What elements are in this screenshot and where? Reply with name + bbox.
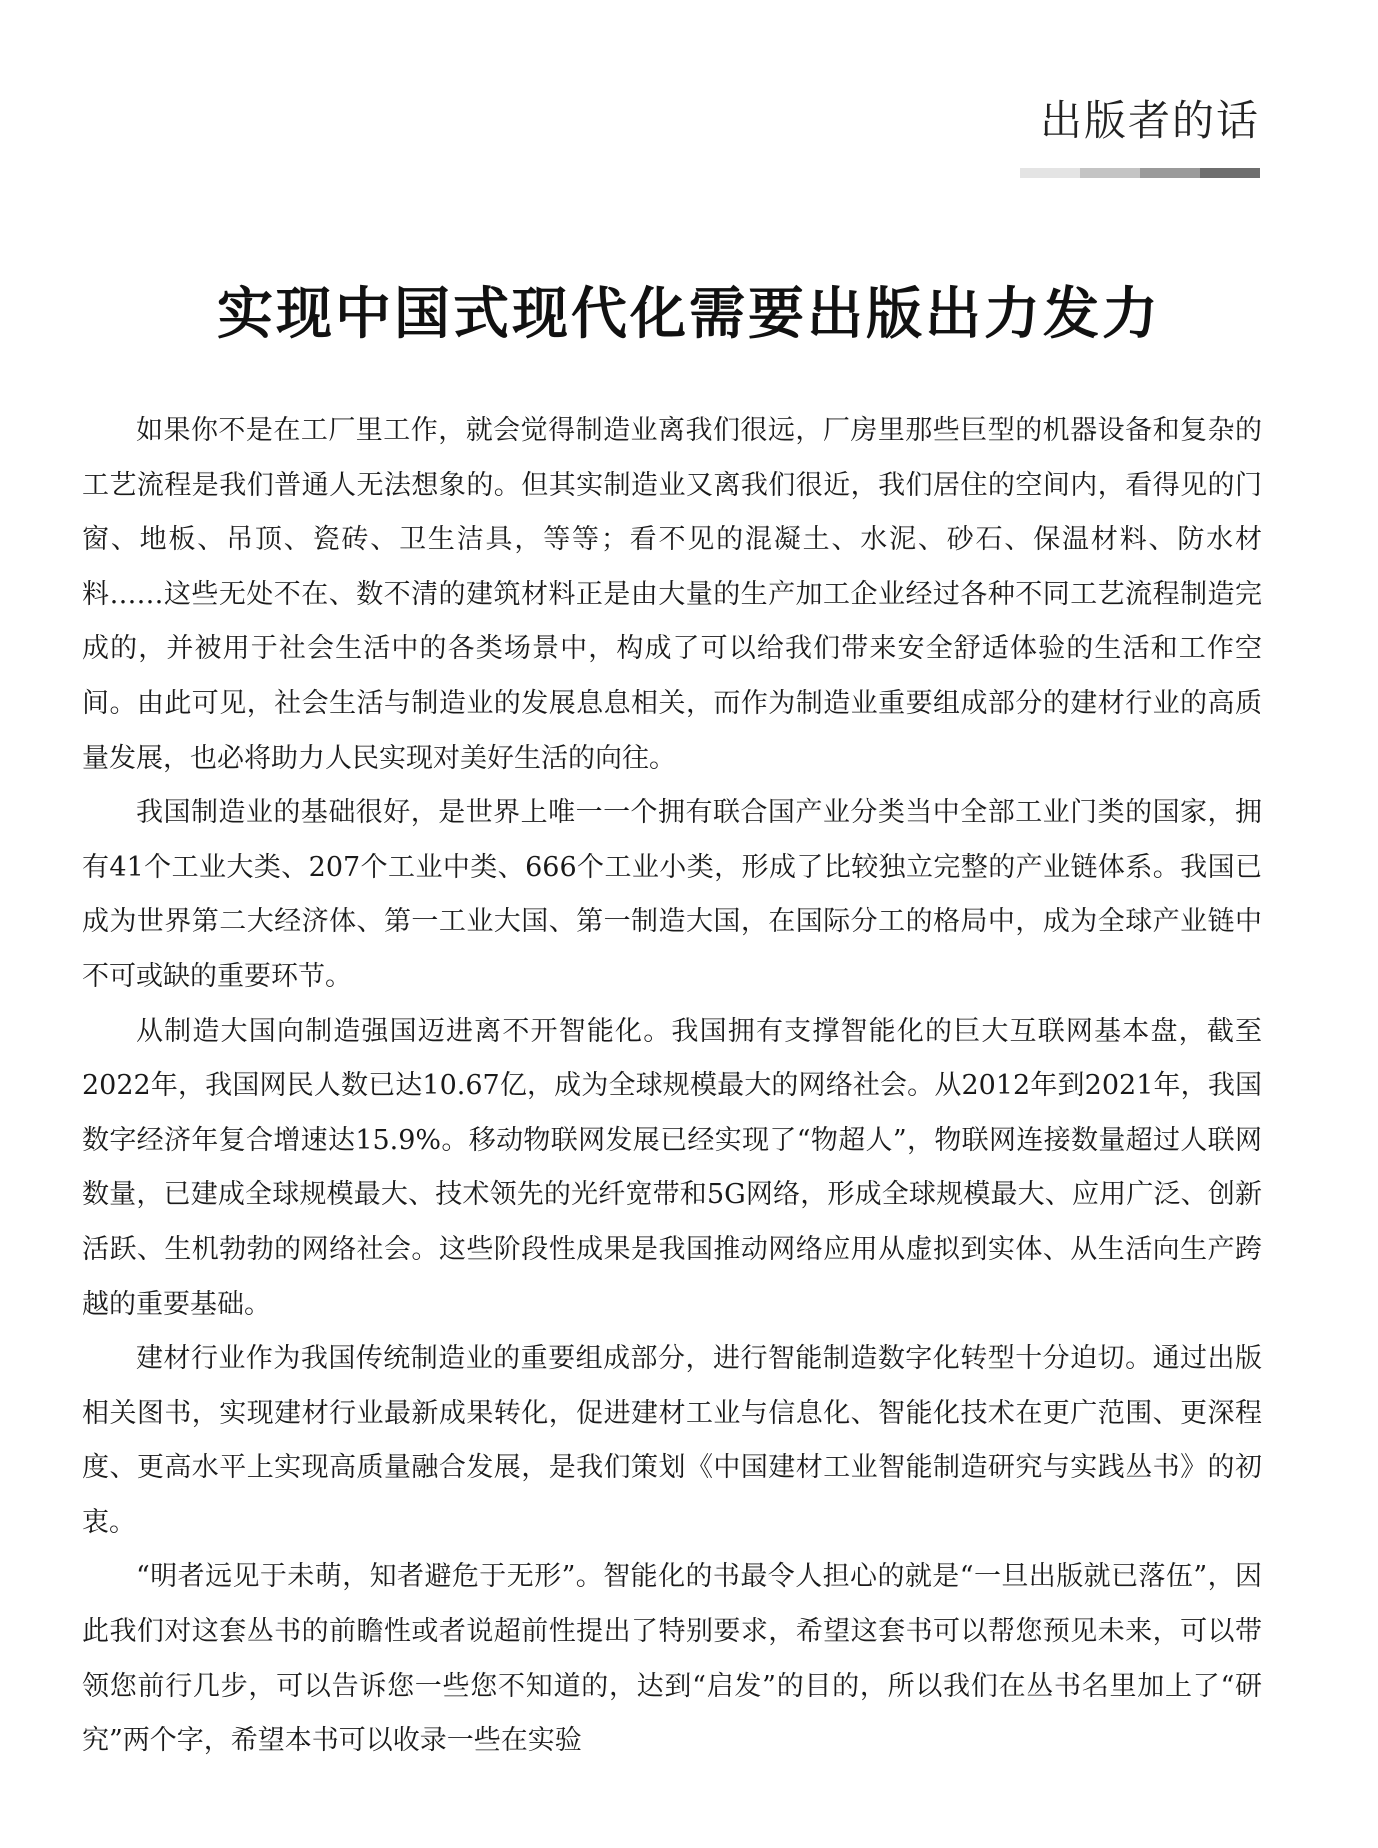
paragraph: “明者远见于未萌，知者避危于无形”。智能化的书最令人担心的就是“一旦出版就已落伍”，因此我们对这套丛书的前瞻性或者说超前性提出了特别要求，希望这套书可以帮您预见未来，可以带领您前行几步，可以告诉您一些您不知道的，达到“启发”的目的，所以我们在丛书名里加上了“研究”两个字，希望本书可以收录一些在实验 [82, 1561, 1262, 1757]
body-text [82, 404, 1262, 1769]
underline-segment [1080, 168, 1140, 178]
underline-segment [1140, 168, 1200, 178]
page-title: 实现中国式现代化需要出版出力发力 [217, 280, 1161, 347]
paragraph: 如果你不是在工厂里工作，就会觉得制造业离我们很远，厂房里那些巨型的机器设备和复杂的工艺流程是我们普通人无法想象的。但其实制造业又离我们很近，我们居住的空间内，看得见的门窗、地板、吊顶、瓷砖、卫生洁具，等等；看不见的混凝土、水泥、砂石、保温材料、防水材料……这些无处不在、数不清的建筑材料正是由大量的生产加工企业经过各种不同工艺流程制造完成的，并被用于社会生活中的各类场景中，构成了可以给我们带来安全舒适体验的生活和工作空间。由此可见，社会生活与制造业的发展息息相关，而作为制造业重要组成部分的建材行业的高质量发展，也必将助力人民实现对美好生活的向往。 [82, 415, 1262, 774]
paragraph: 我国制造业的基础很好，是世界上唯一一个拥有联合国产业分类当中全部工业门类的国家，拥有41个工业大类、207个工业中类、666个工业小类，形成了比较独立完整的产业链体系。我国已成为世界第二大经济体、第一工业大国、第一制造大国，在国际分工的格局中，成为全球产业链中不可或缺的重要环节。 [82, 797, 1262, 992]
underline-segment [1020, 168, 1080, 178]
underline-segment [1200, 168, 1260, 178]
paragraph: 从制造大国向制造强国迈进离不开智能化。我国拥有支撑智能化的巨大互联网基本盘，截至2022年，我国网民人数已达10.67亿，成为全球规模最大的网络社会。从2012年到2021年，我国数字经济年复合增速达15.9%。移动物联网发展已经实现了“物超人”，物联网连接数量超过人联网数量，已建成全球规模最大、技术领先的光纤宽带和5G网络，形成全球规模最大、应用广泛、创新活跃、生机勃勃的网络社会。这些阶段性成果是我国推动网络应用从虚拟到实体、从生活向生产跨越的重要基础。 [82, 1015, 1262, 1320]
section-label: 出版者的话 [1039, 96, 1260, 145]
section-label-underline [1020, 168, 1260, 178]
paragraph: 建材行业作为我国传统制造业的重要组成部分，进行智能制造数字化转型十分迫切。通过出版相关图书，实现建材行业最新成果转化，促进建材工业与信息化、智能化技术在更广范围、更深程度、更高水平上实现高质量融合发展，是我们策划《中国建材工业智能制造研究与实践丛书》的初衷。 [82, 1343, 1262, 1538]
